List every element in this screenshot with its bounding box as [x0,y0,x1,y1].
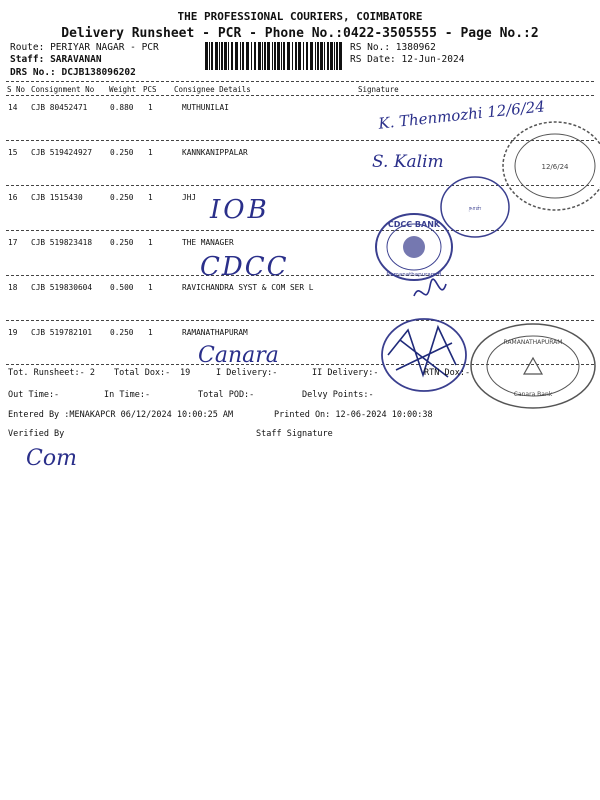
verified-signature: Com [26,446,77,471]
row-consignment: CJB 519424927 [31,148,93,157]
row-weight: 0.250 [110,148,134,157]
bank-stamp-canara [466,318,600,414]
rtn-dox: RTN Dox:- [424,368,471,378]
row-consignee: MUTHUNILAI [182,103,229,112]
row-weight: 0.500 [110,283,134,292]
stamp-text-canara: RAMANATHAPURAM [503,339,563,346]
signature-row-19: Canara [198,343,279,368]
signature-row-17: CDCC [200,252,289,282]
scribble-stamp [378,315,470,395]
row-pcs: 1 [148,283,153,292]
rs-date-value: 12-Jun-2024 [401,54,465,65]
rs-no-value: 1380962 [395,42,436,53]
row-pcs: 1 [148,103,153,112]
signature-row-16: IOB [210,195,270,225]
row-consignment: CJB 519782101 [31,328,93,337]
drs-value: DCJB138096202 [61,67,136,78]
signature-row-15: S. Kalim [372,152,444,172]
signature-row-14: K. Thenmozhi 12/6/24 [377,97,546,133]
in-time: In Time:- [104,390,151,400]
tot-runsheet: Tot. Runsheet:- 2 [8,368,95,378]
rs-date-label: RS Date: [350,54,396,65]
row-sno: 16 [8,193,18,202]
entered-by: Entered By :MENAKAPCR 06/12/2024 10:00:25 AM [8,410,234,420]
runsheet-title: Delivery Runsheet - PCR - Phone No.:0422-3505555 - Page No.:2 [61,26,539,41]
row-pcs: 1 [148,238,153,247]
row-consignment: CJB 1515430 [31,193,83,202]
delvy-points: Delvy Points:- [302,390,374,400]
row-pcs: 1 [148,193,153,202]
row-consignment: CJB 519830604 [31,283,93,292]
printed-on: Printed On: 12-06-2024 10:00:38 [274,410,433,420]
col-header-consignment: Consignment No [31,85,95,94]
barcode [205,42,345,70]
ii-delivery: II Delivery:- [312,368,379,378]
staff-line [10,54,102,65]
company-name: THE PROFESSIONAL COURIERS, COIMBATORE [177,10,423,23]
total-dox-value: 19 [180,368,191,378]
rs-date-line [350,54,464,65]
row-sno: 18 [8,283,18,292]
row-sno: 14 [8,103,18,112]
row-weight: 0.250 [110,193,134,202]
drs-line [10,67,136,78]
divider [6,81,594,82]
staff-label: Staff: [10,54,45,65]
stamp-text-cdcc-sub: Ramanathapuram B [386,272,442,278]
total-pod: Total POD:- [198,390,255,400]
row-pcs: 1 [148,328,153,337]
row-consignment: CJB 80452471 [31,103,88,112]
route-line [10,42,159,53]
col-header-sno: S No [7,85,26,94]
round-date-stamp [500,118,600,213]
col-header-weight: Weight [109,85,137,94]
rs-no-label: RS No.: [350,42,391,53]
i-delivery: I Delivery:- [216,368,278,378]
stamp-date: 12/6/24 [541,163,569,171]
col-header-signature: Signature [358,85,399,94]
col-header-consignee: Consignee Details [174,85,251,94]
col-header-pcs: PCS [143,85,157,94]
row-consignment: CJB 519823418 [31,238,93,247]
row-sno: 15 [8,148,18,157]
row-consignee: JHJ [182,193,197,202]
staff-signature: Staff Signature [256,429,333,439]
total-dox-label: Total Dox:- [114,368,171,378]
row-weight: 0.250 [110,238,134,247]
row-pcs: 1 [148,148,153,157]
divider [6,95,594,96]
row-consignee: RAMANATHAPURAM [182,328,248,337]
stamp-text-canara-sub: Canara Bank [513,391,553,398]
drs-label: DRS No.: [10,67,56,78]
route-label: Route: [10,42,45,53]
divider [6,275,594,276]
row-sno: 17 [8,238,18,247]
row-weight: 0.880 [110,103,134,112]
staff-value: SARAVANAN [50,54,102,65]
stamp-text-cdcc: CDCC BANK [387,220,441,229]
route-value: PERIYAR NAGAR - PCR [50,42,159,53]
stamp-text-tamil: நாள் [468,205,482,212]
row-consignee: THE MANAGER [182,238,234,247]
row-weight: 0.250 [110,328,134,337]
rs-no-line [350,42,436,53]
out-time: Out Time:- [8,390,60,400]
row-consignee: RAVICHANDRA SYST & COM SER L [182,283,314,292]
row-sno: 19 [8,328,18,337]
row-consignee: KANNKANIPPALAR [182,148,248,157]
verified-by: Verified By [8,429,65,439]
